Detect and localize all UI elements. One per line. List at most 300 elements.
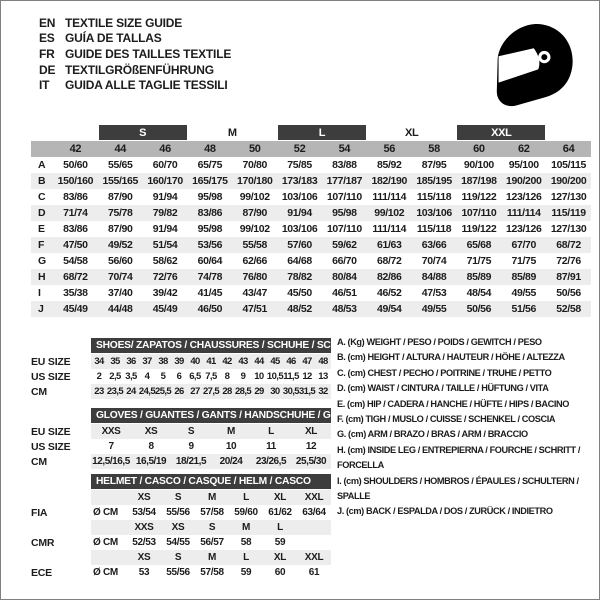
size-cell: 63/66 (421, 239, 447, 251)
size-cell: 182/190 (371, 175, 407, 187)
size-cell: 165/175 (192, 175, 228, 187)
legend-item: E. (cm) HIP / CADERA / HANCHE / HÜFTE / HIPS / BACINO (337, 398, 569, 409)
helmet-cell: XXL (304, 492, 324, 503)
size-cell: 91/94 (152, 223, 178, 235)
gloves-row-values (91, 454, 331, 469)
shoes-cell: 28 (222, 386, 232, 397)
size-band-m: M (227, 126, 237, 139)
size-cell: 99/102 (239, 191, 270, 203)
language-title: GUÍA DE TALLAS (65, 31, 162, 46)
shoes-cell: 24 (126, 386, 136, 397)
size-cell: 50/56 (556, 287, 581, 299)
size-cell: 70/80 (242, 159, 267, 171)
size-cell: 49/55 (421, 303, 447, 315)
helmet-cell: 56/57 (200, 537, 224, 548)
shoes-cell: 34 (94, 356, 104, 367)
size-cell: 66/70 (332, 255, 357, 267)
size-cell: 95/100 (508, 159, 539, 171)
size-cell: 45/49 (63, 303, 88, 315)
size-cell: 45/50 (287, 287, 312, 299)
helmet-cell: 63/64 (302, 507, 326, 518)
size-cell: 60/64 (197, 255, 223, 267)
gloves-cell: 20/24 (219, 456, 243, 467)
helmet-cell: XS (137, 492, 151, 503)
helmet-cell: 55/56 (166, 507, 190, 518)
helmet-cell: M (207, 552, 217, 563)
shoes-cell: 39 (174, 356, 184, 367)
legend-item: D. (cm) WAIST / CINTURA / TAILLE / HÜFTUNG / VITA (337, 383, 549, 394)
size-cell: 61/63 (376, 239, 402, 251)
shoes-cell: 37 (142, 356, 152, 367)
size-cell: 87/90 (107, 223, 133, 235)
gloves-cell: 12,5/16,5 (92, 456, 130, 467)
language-code: EN (39, 15, 56, 30)
helmet-row (31, 535, 331, 550)
size-cell: 51/56 (511, 303, 536, 315)
helmet-cell: 58 (240, 537, 252, 548)
size-cell: 190/200 (550, 175, 587, 187)
column-header: 50 (248, 143, 261, 155)
shoes-cell: 28,5 (234, 386, 252, 397)
shoes-table-rows (31, 354, 331, 399)
helmet-row-label: ECE (31, 566, 52, 579)
size-band-xxl: XXL (457, 125, 545, 140)
gloves-cell: L (268, 426, 274, 437)
size-cell: 150/160 (57, 175, 94, 187)
shoes-cell: 45 (270, 356, 280, 367)
size-cell: 76/80 (242, 271, 267, 283)
shoes-row-values (91, 354, 331, 369)
shoes-cell: 2 (96, 371, 102, 382)
size-cell: 119/122 (461, 191, 497, 203)
helmet-cell: 54/55 (166, 537, 190, 548)
size-row-F (31, 237, 591, 253)
size-cell: 91/94 (287, 207, 312, 219)
shoes-cell: 23 (94, 386, 104, 397)
size-cell: 65/75 (197, 159, 223, 171)
shoes-row-label: CM (31, 385, 47, 398)
gloves-cell: 8 (148, 441, 154, 452)
gloves-cell: 25,5/30 (295, 456, 327, 467)
helmet-unit: Ø CM (93, 537, 118, 548)
size-cell: 127/130 (550, 191, 587, 203)
size-cell: 85/92 (376, 159, 402, 171)
column-header: 60 (473, 143, 485, 155)
helmet-row-values (91, 535, 331, 550)
size-cell: 83/88 (332, 159, 357, 171)
column-header: 46 (159, 143, 171, 155)
size-cell: 87/95 (421, 159, 447, 171)
language-code: DE (39, 62, 56, 77)
size-cell: 111/114 (372, 191, 407, 203)
size-cell: 72/76 (556, 255, 581, 267)
size-band-xl: XL (404, 126, 419, 139)
size-cell: 72/76 (152, 271, 178, 283)
size-cell: 71/75 (511, 255, 536, 267)
shoes-cell: 44 (254, 356, 264, 367)
size-cell: 111/114 (372, 223, 407, 235)
size-cell: 103/106 (281, 223, 318, 235)
gloves-cell: 18/21,5 (175, 456, 207, 467)
helmet-cell: L (243, 552, 249, 563)
size-cell: 187/198 (461, 175, 497, 187)
row-label: F (38, 239, 45, 251)
gloves-table-title: GLOVES / GUANTES / GANTS / HANDSCHUHE / GUANTI (91, 408, 331, 423)
shoes-cell: 23,5 (106, 386, 123, 397)
shoes-row-values (91, 369, 331, 384)
language-title: GUIDE DES TAILLES TEXTILE (65, 46, 232, 61)
language-item (39, 46, 231, 62)
column-header: 44 (114, 143, 127, 155)
gloves-table-rows (31, 424, 331, 469)
shoes-cell: 25,5 (155, 386, 172, 397)
helmet-cell: 61 (308, 567, 320, 578)
helmet-row (31, 520, 331, 535)
size-cell: 82/86 (376, 271, 402, 283)
helmet-cell: S (174, 492, 182, 503)
size-cell: 41/45 (197, 287, 223, 299)
gloves-row-values (91, 439, 331, 454)
legend-item: F. (cm) TIGH / MUSLO / CUISSE / SCHENKEL / COSCIA (337, 414, 556, 425)
shoes-cell: 6,5 (189, 371, 201, 382)
size-cell: 103/106 (281, 191, 318, 203)
size-cell: 123/126 (505, 191, 542, 203)
size-cell: 123/126 (505, 223, 542, 235)
helmet-cell: XS (137, 552, 151, 563)
legend-item: H. (cm) INSIDE LEG / ENTREPIERNA / FOURCHE / SCHRITT / FORCELLA (337, 444, 580, 471)
size-cell: 48/54 (466, 287, 492, 299)
size-cell: 53/56 (197, 239, 223, 251)
helmet-unit: Ø CM (93, 567, 118, 578)
size-cell: 83/86 (197, 207, 223, 219)
helmet-row (31, 490, 331, 505)
gloves-cell: XS (144, 426, 158, 437)
size-cell: 71/75 (466, 255, 492, 267)
size-cell: 47/53 (421, 287, 447, 299)
helmet-cell: 53 (138, 567, 150, 578)
column-header: 48 (204, 143, 216, 155)
size-band-s: S (99, 125, 187, 140)
size-cell: 173/183 (281, 175, 318, 187)
size-cell: 177/187 (326, 175, 363, 187)
size-cell: 170/180 (236, 175, 273, 187)
shoes-row (31, 354, 331, 369)
row-label: J (38, 303, 44, 315)
size-cell: 51/54 (152, 239, 178, 251)
shoes-cell: 27 (190, 386, 200, 397)
gloves-row (31, 454, 331, 469)
row-label: E (38, 223, 45, 235)
size-cell: 95/98 (197, 191, 223, 203)
shoes-cell: 48 (318, 356, 328, 367)
helmet-cell: 59 (274, 537, 286, 548)
size-cell: 54/58 (63, 255, 88, 267)
size-cell: 57/60 (287, 239, 312, 251)
size-cell: 119/122 (461, 223, 497, 235)
size-cell: 115/118 (416, 223, 452, 235)
size-cell: 65/68 (466, 239, 492, 251)
size-row-A (31, 157, 591, 173)
size-cell: 95/98 (197, 223, 223, 235)
column-header: 52 (293, 143, 306, 155)
language-title: TEXTILE SIZE GUIDE (65, 15, 183, 30)
gloves-cell: S (187, 426, 195, 437)
legend-item: J. (cm) BACK / ESPALDA / DOS / ZURÜCK / INDIETRO (337, 506, 553, 517)
helmet-cell: L (277, 522, 283, 533)
size-cell: 70/74 (107, 271, 133, 283)
size-cell: 185/195 (416, 175, 452, 187)
shoes-cell: 13 (318, 371, 328, 382)
size-cell: 111/114 (506, 207, 541, 219)
language-title: GUIDA ALLE TAGLIE TESSILI (65, 78, 228, 93)
shoes-row-label: US SIZE (31, 370, 71, 383)
shoes-cell: 5 (160, 371, 166, 382)
helmet-row (31, 505, 331, 520)
size-cell: 99/102 (374, 207, 405, 219)
shoes-cell: 38 (158, 356, 168, 367)
helmet-size-table (31, 474, 331, 580)
column-header-row (31, 141, 591, 157)
size-cell: 87/90 (242, 207, 267, 219)
column-header: 56 (383, 143, 396, 155)
language-code: IT (39, 78, 50, 93)
row-label: B (38, 175, 46, 187)
size-cell: 74/78 (197, 271, 223, 283)
size-cell: 49/54 (376, 303, 402, 315)
helmet-cell: 60 (274, 567, 286, 578)
size-cell: 90/100 (463, 159, 494, 171)
size-cell: 190/200 (505, 175, 542, 187)
size-cell: 56/60 (107, 255, 133, 267)
size-cell: 75/85 (287, 159, 312, 171)
helmet-cell: L (243, 492, 249, 503)
size-cell: 47/51 (242, 303, 267, 315)
legend-item: I. (cm) SHOULDERS / HOMBROS / ÉPAULES / SCHULTERN / SPALLE (337, 475, 579, 502)
column-header: 54 (338, 143, 351, 155)
shoes-cell: 6 (176, 371, 182, 382)
size-row-H (31, 269, 591, 285)
size-row-B (31, 173, 591, 189)
size-cell: 44/48 (107, 303, 133, 315)
size-cell: 49/52 (107, 239, 133, 251)
legend-item: A. (Kg) WEIGHT / PESO / POIDS / GEWITCH / PESO (337, 337, 542, 347)
gloves-size-table (31, 408, 361, 469)
size-cell: 155/165 (102, 175, 138, 187)
helmet-row-values (91, 565, 331, 580)
helmet-cell: 53/54 (132, 507, 156, 518)
size-cell: 83/86 (63, 191, 88, 203)
size-cell: 46/50 (197, 303, 223, 315)
helmet-row (31, 550, 331, 565)
shoes-table-title: SHOES/ ZAPATOS / CHAUSSURES / SCHUHE / SCARPE (91, 338, 331, 353)
size-cell: 84/88 (421, 271, 447, 283)
size-cell: 127/130 (550, 223, 587, 235)
helmet-row-values (91, 550, 331, 565)
size-cell: 49/55 (511, 287, 536, 299)
size-row-I (31, 285, 591, 301)
language-item (39, 62, 231, 78)
size-cell: 83/86 (63, 223, 88, 235)
language-title-list (39, 15, 231, 93)
gloves-cell: XXS (101, 426, 121, 437)
shoes-cell: 11,5 (283, 371, 299, 382)
gloves-row-label: CM (31, 455, 47, 468)
size-cell: 62/66 (242, 255, 267, 267)
size-cell: 107/110 (326, 191, 362, 203)
size-cell: 55/58 (242, 239, 267, 251)
column-header: 62 (517, 143, 530, 155)
helmet-row-values (91, 520, 331, 535)
row-label: I (38, 287, 41, 299)
size-row-J (31, 301, 591, 317)
gloves-row (31, 424, 331, 439)
shoes-cell: 9 (240, 371, 246, 382)
shoes-row (31, 384, 331, 399)
size-cell: 50/56 (466, 303, 492, 315)
helmet-cell: M (207, 492, 217, 503)
gloves-row-values (91, 424, 331, 439)
size-cell: 80/84 (332, 271, 357, 283)
legend-item: C. (cm) CHEST / PECHO / POITRINE / TRUHE / PETTO (337, 367, 552, 378)
size-cell: 35/38 (63, 287, 88, 299)
helmet-row-label: FIA (31, 506, 48, 519)
size-cell: 48/52 (287, 303, 312, 315)
size-cell: 75/78 (107, 207, 133, 219)
helmet-row (31, 565, 331, 580)
size-cell: 115/119 (551, 207, 586, 219)
gloves-cell: M (227, 426, 235, 437)
shoes-cell: 40 (190, 356, 200, 367)
helmet-cell: 59 (240, 567, 252, 578)
shoes-cell: 10,5 (266, 371, 284, 382)
size-band-row (31, 124, 591, 141)
shoes-cell: 4 (144, 371, 150, 382)
size-row-G (31, 253, 591, 269)
helmet-cell: 59/60 (234, 507, 258, 518)
language-code: ES (39, 31, 55, 46)
size-cell: 58/62 (152, 255, 178, 267)
shoes-cell: 30,5 (282, 386, 299, 397)
helmet-cell: S (174, 552, 182, 563)
size-cell: 107/110 (461, 207, 497, 219)
size-cell: 43/47 (242, 287, 267, 299)
size-cell: 55/65 (107, 159, 133, 171)
size-cell: 78/82 (287, 271, 312, 283)
row-label: C (38, 191, 46, 203)
size-cell: 71/74 (63, 207, 88, 219)
helmet-cell: M (241, 522, 251, 533)
shoes-size-table (31, 338, 359, 399)
size-cell: 45/49 (152, 303, 178, 315)
shoes-cell: 30 (270, 386, 280, 397)
language-code: FR (39, 46, 55, 61)
helmet-table-rows (31, 490, 331, 580)
size-row-D (31, 205, 591, 221)
gloves-cell: 11 (266, 441, 276, 452)
size-cell: 68/72 (556, 239, 581, 251)
measurement-legend (337, 335, 597, 520)
shoes-row-values (91, 384, 331, 399)
gloves-cell: 12 (305, 441, 317, 452)
size-cell: 47/50 (63, 239, 88, 251)
helmet-cell: 61/62 (268, 507, 292, 518)
shoes-row (31, 369, 331, 384)
size-row-C (31, 189, 591, 205)
helmet-cell: 57/58 (200, 507, 224, 518)
shoes-cell: 7,5 (205, 371, 217, 382)
legend-item: G. (cm) ARM / BRAZO / BRAS / ARM / BRACCIO (337, 429, 528, 440)
size-cell: 105/115 (551, 159, 587, 171)
helmet-unit: Ø CM (93, 507, 118, 518)
size-cell: 79/82 (152, 207, 178, 219)
shoes-cell: 10 (254, 371, 264, 382)
shoes-cell: 26 (174, 386, 184, 397)
column-header: 42 (69, 143, 82, 155)
size-cell: 103/106 (416, 207, 452, 219)
shoes-cell: 24,5 (138, 386, 156, 397)
size-cell: 68/72 (376, 255, 402, 267)
helmet-cell: 55/56 (166, 567, 190, 578)
shoes-cell: 35 (110, 356, 120, 367)
size-cell: 87/90 (107, 191, 133, 203)
size-cell: 160/170 (147, 175, 183, 187)
helmet-cell: XL (273, 552, 287, 563)
size-cell: 46/52 (376, 287, 402, 299)
row-label: A (38, 159, 46, 171)
gloves-row (31, 439, 331, 454)
shoes-cell: 43 (238, 356, 248, 367)
helmet-icon (488, 21, 576, 109)
shoes-cell: 29 (254, 386, 264, 397)
size-row-E (31, 221, 591, 237)
size-cell: 70/74 (421, 255, 447, 267)
size-cell: 68/72 (63, 271, 88, 283)
size-cell: 50/60 (63, 159, 88, 171)
helmet-cell: XXL (304, 552, 324, 563)
column-header: 58 (428, 143, 440, 155)
size-cell: 52/58 (556, 303, 581, 315)
column-header: 64 (562, 143, 575, 155)
shoes-cell: 46 (286, 356, 296, 367)
shoes-cell: 42 (222, 356, 232, 367)
size-band-l: L (278, 125, 366, 140)
size-cell: 115/118 (416, 191, 452, 203)
gloves-row-label: EU SIZE (31, 425, 71, 438)
shoes-cell: 36 (126, 356, 136, 367)
size-cell: 107/110 (326, 223, 362, 235)
helmet-cell: XS (171, 522, 185, 533)
helmet-cell: 57/58 (200, 567, 224, 578)
size-cell: 37/40 (107, 287, 133, 299)
gloves-cell: XL (305, 426, 317, 437)
shoes-cell: 41 (206, 356, 216, 367)
helmet-cell: 52/53 (132, 537, 156, 548)
gloves-cell: 23/26,5 (255, 456, 287, 467)
language-item (39, 15, 231, 31)
legend-item: B. (cm) HEIGHT / ALTURA / HAUTEUR / HÖHE / ALTEZZA (337, 352, 565, 363)
gloves-row-label: US SIZE (31, 440, 71, 453)
gloves-cell: 9 (188, 441, 194, 452)
helmet-table-title: HELMET / CASCO / CASQUE / HELM / CASCO (91, 474, 331, 489)
size-cell: 99/102 (239, 223, 270, 235)
row-label: G (38, 255, 46, 267)
shoes-cell: 8 (224, 371, 230, 382)
size-cell: 85/89 (511, 271, 536, 283)
shoes-cell: 31,5 (298, 386, 316, 397)
size-cell: 85/89 (466, 271, 492, 283)
helmet-cell: S (208, 522, 216, 533)
size-cell: 91/94 (152, 191, 178, 203)
